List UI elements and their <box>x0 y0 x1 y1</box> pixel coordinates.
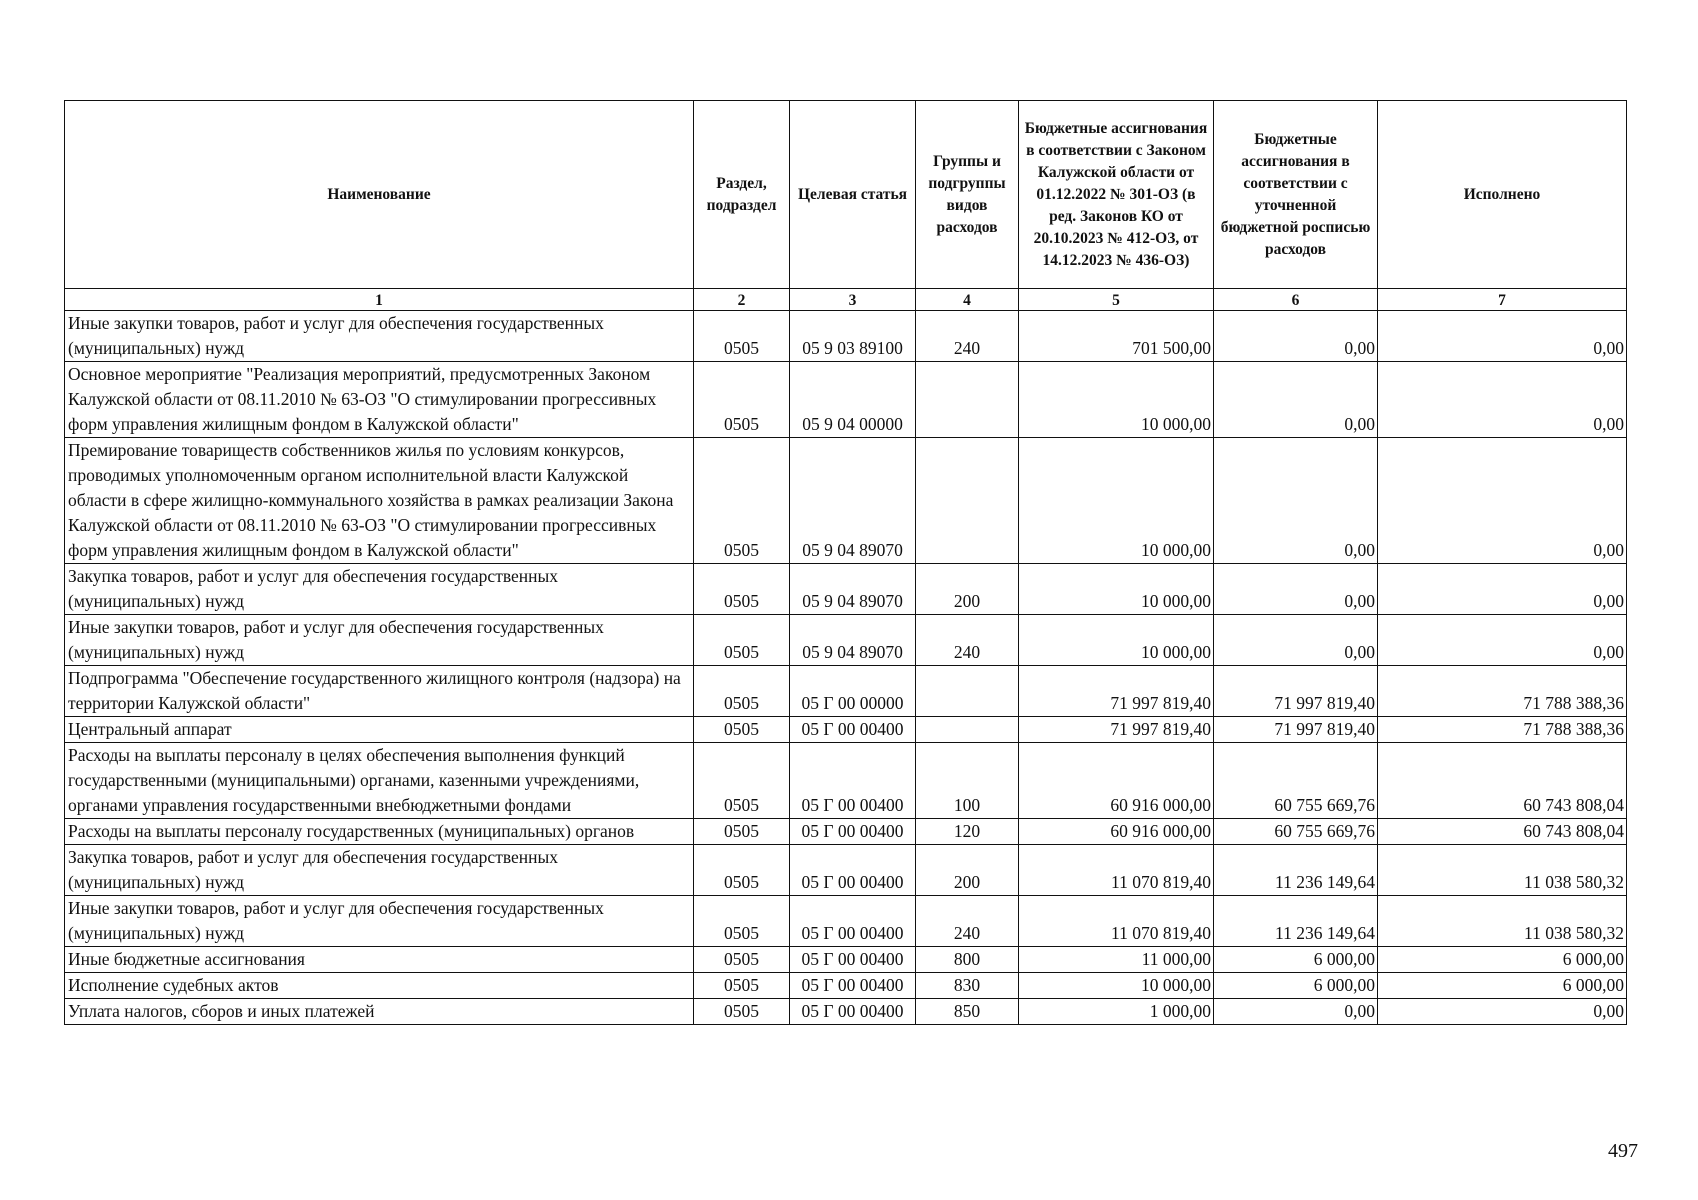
header-name: Наименование <box>65 101 694 289</box>
cell-name: Иные закупки товаров, работ и услуг для обеспечения государственных (муниципальных) нужд <box>65 896 694 947</box>
cell-revised-allocation: 60 755 669,76 <box>1214 743 1378 819</box>
cell-expense-group: 120 <box>916 819 1019 845</box>
cell-executed: 0,00 <box>1378 615 1627 666</box>
cell-law-allocation: 11 000,00 <box>1019 947 1214 973</box>
cell-revised-allocation: 6 000,00 <box>1214 973 1378 999</box>
cell-executed: 6 000,00 <box>1378 947 1627 973</box>
cell-revised-allocation: 71 997 819,40 <box>1214 666 1378 717</box>
cell-law-allocation: 10 000,00 <box>1019 362 1214 438</box>
cell-revised-allocation: 6 000,00 <box>1214 947 1378 973</box>
page-number: 497 <box>1608 1140 1638 1162</box>
cell-section: 0505 <box>694 743 790 819</box>
budget-table <box>64 100 1627 1025</box>
cell-section: 0505 <box>694 845 790 896</box>
table-row <box>65 666 1627 717</box>
cell-section: 0505 <box>694 438 790 564</box>
cell-expense-group: 240 <box>916 311 1019 362</box>
table-row <box>65 564 1627 615</box>
cell-revised-allocation: 0,00 <box>1214 999 1378 1025</box>
cell-name: Иные бюджетные ассигнования <box>65 947 694 973</box>
header-row <box>65 101 1627 289</box>
cell-name: Исполнение судебных актов <box>65 973 694 999</box>
cell-expense-group <box>916 362 1019 438</box>
cell-target-article: 05 9 04 00000 <box>790 362 916 438</box>
table-row <box>65 362 1627 438</box>
cell-revised-allocation: 0,00 <box>1214 362 1378 438</box>
column-number: 7 <box>1378 289 1627 311</box>
header-expense-group: Группы и подгруппы видов расходов <box>916 101 1019 289</box>
cell-section: 0505 <box>694 615 790 666</box>
cell-law-allocation: 11 070 819,40 <box>1019 896 1214 947</box>
cell-law-allocation: 1 000,00 <box>1019 999 1214 1025</box>
cell-target-article: 05 9 04 89070 <box>790 438 916 564</box>
column-number: 6 <box>1214 289 1378 311</box>
cell-expense-group: 240 <box>916 615 1019 666</box>
table-row <box>65 999 1627 1025</box>
cell-executed: 0,00 <box>1378 362 1627 438</box>
cell-expense-group: 830 <box>916 973 1019 999</box>
cell-section: 0505 <box>694 973 790 999</box>
table-row <box>65 743 1627 819</box>
cell-law-allocation: 10 000,00 <box>1019 973 1214 999</box>
cell-name: Центральный аппарат <box>65 717 694 743</box>
cell-name: Расходы на выплаты персоналу в целях обеспечения выполнения функций государственными (муниципальными) органами, казенными учреждениями, органами управления государственными внебюджетными фондами <box>65 743 694 819</box>
cell-law-allocation: 60 916 000,00 <box>1019 819 1214 845</box>
cell-target-article: 05 Г 00 00000 <box>790 666 916 717</box>
cell-target-article: 05 Г 00 00400 <box>790 819 916 845</box>
cell-law-allocation: 701 500,00 <box>1019 311 1214 362</box>
cell-revised-allocation: 0,00 <box>1214 438 1378 564</box>
cell-name: Иные закупки товаров, работ и услуг для обеспечения государственных (муниципальных) нужд <box>65 311 694 362</box>
cell-law-allocation: 10 000,00 <box>1019 615 1214 666</box>
table-row <box>65 973 1627 999</box>
table-row <box>65 845 1627 896</box>
cell-target-article: 05 9 04 89070 <box>790 615 916 666</box>
cell-name: Закупка товаров, работ и услуг для обеспечения государственных (муниципальных) нужд <box>65 564 694 615</box>
cell-revised-allocation: 11 236 149,64 <box>1214 845 1378 896</box>
cell-executed: 60 743 808,04 <box>1378 819 1627 845</box>
header-target-article: Целевая статья <box>790 101 916 289</box>
cell-revised-allocation: 0,00 <box>1214 615 1378 666</box>
cell-law-allocation: 11 070 819,40 <box>1019 845 1214 896</box>
cell-law-allocation: 10 000,00 <box>1019 438 1214 564</box>
cell-section: 0505 <box>694 311 790 362</box>
header-law-allocations: Бюджетные ассигнования в соответствии с Законом Калужской области от 01.12.2022 № 301-ОЗ (в ред. Законов КО от 20.10.2023 № 412-ОЗ, от 14.12.2023 № 436-ОЗ) <box>1019 101 1214 289</box>
table-row <box>65 438 1627 564</box>
table-row <box>65 947 1627 973</box>
cell-executed: 60 743 808,04 <box>1378 743 1627 819</box>
cell-law-allocation: 71 997 819,40 <box>1019 717 1214 743</box>
cell-revised-allocation: 60 755 669,76 <box>1214 819 1378 845</box>
cell-target-article: 05 Г 00 00400 <box>790 999 916 1025</box>
cell-name: Премирование товариществ собственников жилья по условиям конкурсов, проводимых уполномоченным органом исполнительной власти Калужской области в сфере жилищно-коммунального хозяйства в рамках реализации Закона Калужской области от 08.11.2010 № 63-ОЗ "О стимулировании прогрессивных форм управления жилищным фондом в Калужской области" <box>65 438 694 564</box>
header-executed: Исполнено <box>1378 101 1627 289</box>
cell-revised-allocation: 71 997 819,40 <box>1214 717 1378 743</box>
cell-expense-group: 200 <box>916 564 1019 615</box>
cell-target-article: 05 Г 00 00400 <box>790 743 916 819</box>
table-row <box>65 615 1627 666</box>
cell-section: 0505 <box>694 666 790 717</box>
cell-name: Подпрограмма "Обеспечение государственного жилищного контроля (надзора) на территории Калужской области" <box>65 666 694 717</box>
table-row <box>65 896 1627 947</box>
column-number: 1 <box>65 289 694 311</box>
cell-section: 0505 <box>694 999 790 1025</box>
cell-name: Расходы на выплаты персоналу государственных (муниципальных) органов <box>65 819 694 845</box>
cell-section: 0505 <box>694 362 790 438</box>
column-number: 3 <box>790 289 916 311</box>
cell-name: Закупка товаров, работ и услуг для обеспечения государственных (муниципальных) нужд <box>65 845 694 896</box>
cell-section: 0505 <box>694 717 790 743</box>
cell-section: 0505 <box>694 819 790 845</box>
cell-expense-group <box>916 717 1019 743</box>
cell-target-article: 05 Г 00 00400 <box>790 717 916 743</box>
cell-law-allocation: 10 000,00 <box>1019 564 1214 615</box>
cell-name: Основное мероприятие "Реализация мероприятий, предусмотренных Законом Калужской области от 08.11.2010 № 63-ОЗ "О стимулировании прогрессивных форм управления жилищным фондом в Калужской области" <box>65 362 694 438</box>
table-row <box>65 819 1627 845</box>
cell-expense-group: 850 <box>916 999 1019 1025</box>
table-row <box>65 717 1627 743</box>
cell-executed: 11 038 580,32 <box>1378 845 1627 896</box>
budget-table-container <box>64 100 1626 1025</box>
cell-target-article: 05 Г 00 00400 <box>790 845 916 896</box>
cell-target-article: 05 Г 00 00400 <box>790 896 916 947</box>
column-number: 4 <box>916 289 1019 311</box>
header-revised-allocations: Бюджетные ассигнования в соответствии с уточненной бюджетной росписью расходов <box>1214 101 1378 289</box>
cell-target-article: 05 Г 00 00400 <box>790 947 916 973</box>
column-number: 2 <box>694 289 790 311</box>
cell-expense-group: 240 <box>916 896 1019 947</box>
cell-revised-allocation: 0,00 <box>1214 311 1378 362</box>
cell-law-allocation: 71 997 819,40 <box>1019 666 1214 717</box>
cell-expense-group <box>916 666 1019 717</box>
cell-executed: 6 000,00 <box>1378 973 1627 999</box>
cell-revised-allocation: 0,00 <box>1214 564 1378 615</box>
cell-target-article: 05 9 03 89100 <box>790 311 916 362</box>
cell-executed: 0,00 <box>1378 999 1627 1025</box>
cell-section: 0505 <box>694 947 790 973</box>
cell-executed: 11 038 580,32 <box>1378 896 1627 947</box>
cell-law-allocation: 60 916 000,00 <box>1019 743 1214 819</box>
cell-executed: 71 788 388,36 <box>1378 717 1627 743</box>
cell-executed: 0,00 <box>1378 311 1627 362</box>
cell-expense-group: 200 <box>916 845 1019 896</box>
cell-section: 0505 <box>694 896 790 947</box>
header-section: Раздел, подраздел <box>694 101 790 289</box>
table-row <box>65 311 1627 362</box>
cell-target-article: 05 Г 00 00400 <box>790 973 916 999</box>
cell-executed: 71 788 388,36 <box>1378 666 1627 717</box>
cell-name: Иные закупки товаров, работ и услуг для обеспечения государственных (муниципальных) нужд <box>65 615 694 666</box>
cell-section: 0505 <box>694 564 790 615</box>
cell-expense-group: 100 <box>916 743 1019 819</box>
cell-executed: 0,00 <box>1378 438 1627 564</box>
table-body <box>65 311 1627 1025</box>
cell-target-article: 05 9 04 89070 <box>790 564 916 615</box>
column-number: 5 <box>1019 289 1214 311</box>
column-number-row <box>65 289 1627 311</box>
cell-revised-allocation: 11 236 149,64 <box>1214 896 1378 947</box>
cell-name: Уплата налогов, сборов и иных платежей <box>65 999 694 1025</box>
cell-executed: 0,00 <box>1378 564 1627 615</box>
cell-expense-group <box>916 438 1019 564</box>
cell-expense-group: 800 <box>916 947 1019 973</box>
